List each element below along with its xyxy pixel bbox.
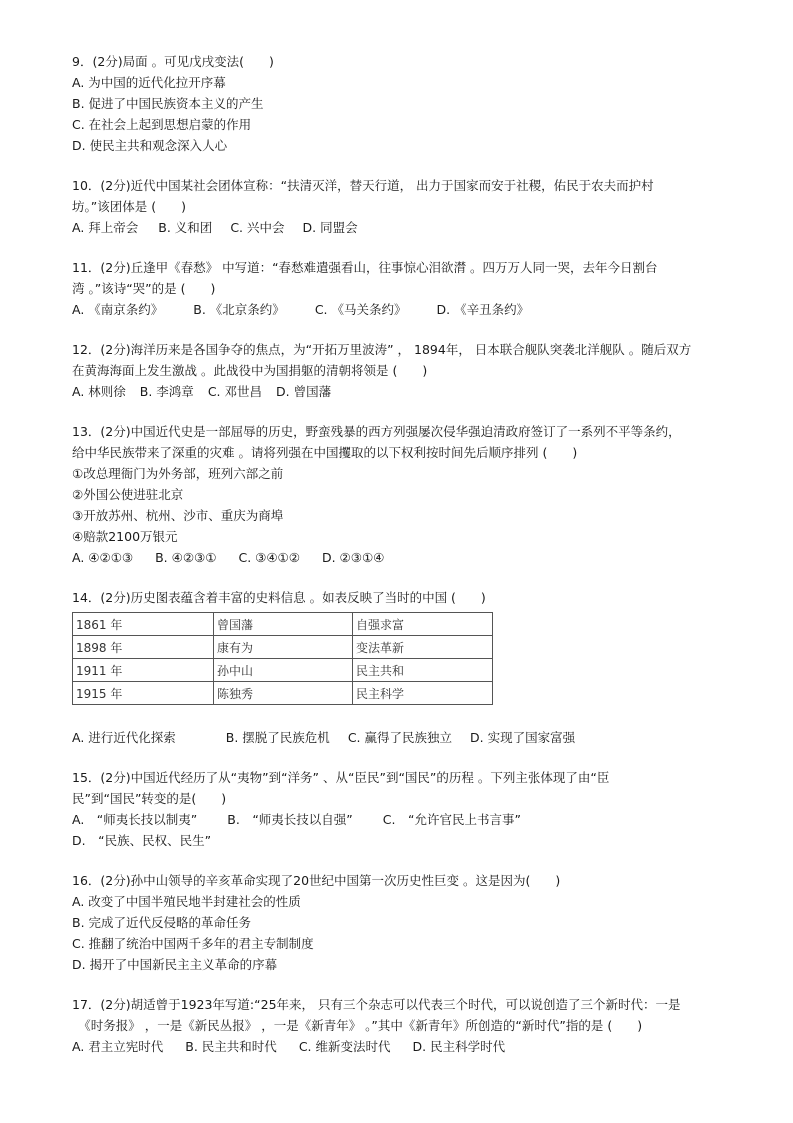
history-table [72, 612, 493, 705]
question-q12 [72, 339, 722, 402]
answer-option[interactable]: D. 《辛丑条约》 [436, 302, 530, 317]
options-row [72, 830, 722, 851]
table-cell: 民主科学 [353, 682, 493, 705]
answer-option[interactable]: A. 进行近代化探索 [72, 730, 176, 745]
table-cell: 1915 年 [73, 682, 214, 705]
question-q15 [72, 767, 722, 851]
question-stem: 16．(2分)孙中山领导的辛亥革命实现了20世纪中国第一次历史性巨变 。这是因为( ) [72, 873, 561, 888]
answer-option[interactable]: C. “允许官民上书言事” [382, 812, 521, 827]
question-stem-line: 在黄海海面上发生激战 。此战役中为国捐躯的清朝将领是 ( ) [72, 363, 428, 378]
question-stem: 10．(2分)近代中国某社会团体宣称：“扶清灭洋，替天行道， 出力于国家而安于社稷，佑民于农夫而护村 [72, 178, 654, 193]
options-row [72, 217, 722, 238]
answer-option[interactable]: D. 揭开了中国新民主主义革命的序幕 [72, 957, 278, 972]
table-cell: 康有为 [214, 636, 353, 659]
answer-option[interactable]: A. 为中国的近代化拉开序幕 [72, 75, 226, 90]
answer-option[interactable]: A. 君主立宪时代 [72, 1039, 164, 1054]
question-q10 [72, 175, 722, 238]
answer-option[interactable]: B. ④②③① [155, 550, 217, 565]
table-row [73, 613, 493, 636]
table-row [73, 659, 493, 682]
answer-option[interactable]: B. “师夷长技以自强” [227, 812, 353, 827]
table-cell: 变法革新 [353, 636, 493, 659]
answer-option[interactable]: C. 邓世昌 [207, 384, 262, 399]
question-q17 [72, 994, 722, 1057]
question-stem-line: ①改总理衙门为外务部，班列六部之前 [72, 466, 284, 481]
answer-option[interactable]: A. ④②①③ [72, 550, 134, 565]
table-cell: 孙中山 [214, 659, 353, 682]
question-stem: 11．(2分)丘逢甲《春愁》 中写道：“春愁难遣强看山，往事惊心泪欲潸 。四万万人同一哭，去年今日割台 [72, 260, 658, 275]
exam-page [72, 51, 722, 1076]
answer-option[interactable]: C. 赢得了民族独立 [347, 730, 452, 745]
table-row [73, 682, 493, 705]
answer-option[interactable]: A. 拜上帝会 [72, 220, 139, 235]
question-q13 [72, 421, 722, 568]
answer-option[interactable]: C. 在社会上起到思想启蒙的作用 [72, 117, 252, 132]
answer-option[interactable]: A. 《南京条约》 [72, 302, 164, 317]
table-cell: 1861 年 [73, 613, 214, 636]
question-stem: 12．(2分)海洋历来是各国争夺的焦点，为“开拓万里波涛” ， 1894年， 日本联合舰队突袭北洋舰队 。随后双方 [72, 342, 692, 357]
question-stem-line: ③开放苏州、杭州、沙市、重庆为商埠 [72, 508, 284, 523]
table-cell: 自强求富 [353, 613, 493, 636]
question-q14 [72, 587, 722, 748]
question-stem: 17．(2分)胡适曾于1923年写道:“25年来， 只有三个杂志可以代表三个时代，可以说创造了三个新时代：一是 [72, 997, 681, 1012]
question-stem: 9．(2分)局面 。可见戊戌变法( ) [72, 54, 274, 69]
table-cell: 曾国藩 [214, 613, 353, 636]
question-stem: 14．(2分)历史图表蕴含着丰富的史料信息 。如表反映了当时的中国 ( ) [72, 590, 486, 605]
table-cell: 1898 年 [73, 636, 214, 659]
table-cell: 1911 年 [73, 659, 214, 682]
answer-option[interactable]: C. 《马关条约》 [314, 302, 407, 317]
table-cell: 民主共和 [353, 659, 493, 682]
answer-option[interactable]: A. 改变了中国半殖民地半封建社会的性质 [72, 894, 301, 909]
answer-option[interactable]: D. 同盟会 [302, 220, 358, 235]
question-stem-line: 民”到“国民”转变的是( ) [72, 791, 227, 806]
question-stem: 15．(2分)中国近代经历了从“夷物”到“洋务” 、从“臣民”到“国民”的历程 。下列主张体现了由“臣 [72, 770, 610, 785]
table-row [73, 636, 493, 659]
answer-option[interactable]: D. 曾国藩 [276, 384, 332, 399]
answer-option[interactable]: B. 摆脱了民族危机 [225, 730, 330, 745]
options-row [72, 727, 722, 748]
question-stem-line: 给中华民族带来了深重的灾难 。请将列强在中国攫取的以下权利按时间先后顺序排列 ( ) [72, 445, 578, 460]
answer-option[interactable]: C. 维新变法时代 [298, 1039, 391, 1054]
options-row [72, 547, 722, 568]
options-row [72, 1036, 722, 1057]
answer-option[interactable]: B. 促进了中国民族资本主义的产生 [72, 96, 264, 111]
question-stem-line: 《时务报》 ，一是《新民丛报》 ，一是《新青年》 。”其中《新青年》所创造的“新时代”指的是 ( ) [72, 1018, 643, 1033]
options-row [72, 381, 722, 402]
answer-option[interactable]: B. 完成了近代反侵略的革命任务 [72, 915, 252, 930]
answer-option[interactable]: C. ③④①② [238, 550, 300, 565]
answer-option[interactable]: B. 民主共和时代 [185, 1039, 277, 1054]
question-q9 [72, 51, 722, 156]
table-cell: 陈独秀 [214, 682, 353, 705]
question-stem-line: ②外国公使进驻北京 [72, 487, 184, 502]
answer-option[interactable]: C. 兴中会 [230, 220, 285, 235]
options-row [72, 299, 722, 320]
answer-option[interactable]: D. 民主科学时代 [412, 1039, 506, 1054]
answer-option[interactable]: D. 实现了国家富强 [470, 730, 576, 745]
answer-option[interactable]: B. 《北京条约》 [193, 302, 285, 317]
answer-option[interactable]: A. 林则徐 [72, 384, 126, 399]
answer-option[interactable]: A. “师夷长技以制夷” [72, 812, 198, 827]
answer-option[interactable]: D. 使民主共和观念深入人心 [72, 138, 228, 153]
answer-option[interactable]: D. “民族、民权、民生” [72, 833, 212, 848]
options-row [72, 809, 722, 830]
answer-option[interactable]: D. ②③①④ [321, 550, 385, 565]
question-stem: 13．(2分)中国近代史是一部屈辱的历史，野蛮残暴的西方列强屡次侵华强迫清政府签订了一系列不平等条约， [72, 424, 681, 439]
answer-option[interactable]: C. 推翻了统治中国两千多年的君主专制制度 [72, 936, 314, 951]
answer-option[interactable]: B. 义和团 [158, 220, 213, 235]
question-stem-line: 湾 。”该诗“哭”的是 ( ) [72, 281, 216, 296]
question-stem-line: ④赔款2100万银元 [72, 529, 178, 544]
answer-option[interactable]: B. 李鸿章 [139, 384, 194, 399]
question-q11 [72, 257, 722, 320]
question-q16 [72, 870, 722, 975]
question-stem-line: 坊。”该团体是 ( ) [72, 199, 186, 214]
